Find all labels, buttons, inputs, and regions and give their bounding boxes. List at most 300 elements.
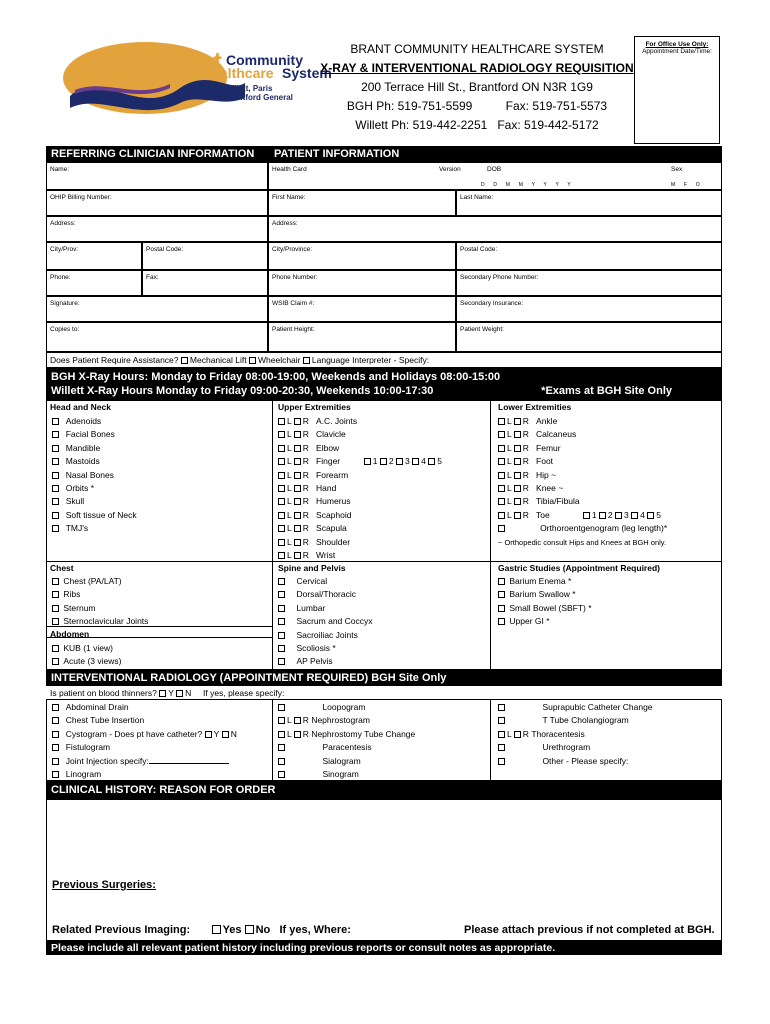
exam-row — [52, 589, 80, 599]
clinical-history-box[interactable] — [46, 799, 722, 941]
lower-item: Tibia/Fibula — [536, 496, 580, 507]
footer-band — [46, 941, 722, 955]
checkbox[interactable] — [294, 418, 301, 425]
exam-row — [52, 616, 148, 626]
ir-item: Loopogram — [322, 702, 366, 712]
ir-row — [498, 715, 629, 725]
upper-item: Scaphoid — [316, 509, 352, 520]
office-use-box[interactable] — [634, 36, 720, 144]
exam-row — [52, 510, 137, 520]
prev-imaging-where: If yes, Where: — [279, 924, 351, 936]
exam-region — [46, 400, 722, 670]
exam-row — [278, 483, 336, 493]
exam-row — [498, 603, 592, 613]
signature-field[interactable] — [46, 296, 268, 322]
lower-item: Hip ~ — [536, 469, 557, 480]
finger-number: 2 — [388, 456, 394, 467]
checkbox[interactable] — [52, 744, 59, 751]
head-neck-item: Orbits * — [65, 483, 95, 493]
checkbox[interactable] — [498, 704, 505, 711]
secondary-phone-field[interactable] — [456, 270, 722, 296]
l-label: L — [507, 456, 512, 467]
checkbox[interactable] — [631, 512, 638, 519]
health-card-field[interactable] — [268, 162, 722, 190]
checkbox[interactable] — [52, 658, 59, 665]
exam-row — [498, 510, 661, 520]
head-neck-item: Facial Bones — [65, 429, 115, 440]
r-label: R — [302, 483, 309, 493]
spine-item: AP Pelvis — [296, 656, 333, 667]
ir-item: Cystogram - Does pt have catheter? — [65, 728, 203, 739]
weight-field[interactable] — [456, 322, 722, 352]
l-label: L — [287, 509, 292, 520]
upper-item: Scapula — [316, 523, 347, 534]
toe-number: 1 — [591, 509, 597, 520]
ir-title: INTERVENTIONAL RADIOLOGY (APPOINTMENT REQUIRED) BGH Site Only — [51, 672, 447, 684]
checkbox[interactable] — [498, 731, 505, 738]
assist-mechanical-lift: Mechanical Lift — [189, 355, 247, 365]
blood-thinners-row — [50, 688, 284, 698]
abdomen-item: Acute (3 views) — [63, 656, 122, 667]
checkbox[interactable] — [294, 472, 301, 479]
checkbox[interactable] — [498, 717, 505, 724]
checkbox[interactable] — [278, 472, 285, 479]
checkbox[interactable] — [514, 498, 521, 505]
exam-row — [498, 429, 576, 439]
head-neck-item: Mastoids — [65, 456, 100, 467]
city-label: City/Prov: — [50, 246, 79, 253]
address-field[interactable] — [46, 216, 268, 242]
r-label: R — [302, 442, 309, 453]
checkbox[interactable] — [52, 485, 59, 492]
l-label: L — [287, 550, 292, 560]
checkbox[interactable] — [294, 525, 301, 532]
checkbox[interactable] — [303, 357, 310, 364]
checkbox[interactable] — [498, 485, 505, 492]
checkbox[interactable] — [514, 418, 521, 425]
finger-number: 5 — [437, 456, 442, 467]
checkbox[interactable] — [52, 618, 59, 625]
hours-band — [46, 368, 722, 400]
checkbox[interactable] — [294, 552, 301, 559]
l-label: L — [287, 456, 292, 467]
r-label: R — [522, 483, 529, 493]
form-title: X-RAY & INTERVENTIONAL RADIOLOGY REQUISITION — [320, 61, 634, 75]
address-label: Address: — [50, 220, 76, 227]
checkbox[interactable] — [380, 458, 387, 465]
lower-item: Toe — [536, 509, 550, 520]
gastric-title: Gastric Studies (Appointment Required) — [498, 563, 660, 573]
ir-item: Nephrostomy Tube Change — [311, 728, 416, 739]
patient-postal-field[interactable] — [456, 242, 722, 270]
referring-header: REFERRING CLINICIAN INFORMATION — [51, 148, 255, 160]
checkbox[interactable] — [498, 418, 505, 425]
bgh-only-note: *Exams at BGH Site Only — [541, 385, 672, 397]
r-label: R — [302, 469, 309, 480]
postal-label: Postal Code: — [146, 246, 184, 253]
checkbox[interactable] — [52, 645, 59, 652]
exam-row — [498, 523, 667, 533]
r-label: R — [302, 715, 309, 726]
checkbox[interactable] — [364, 458, 371, 465]
gastric-item: Upper GI * — [509, 616, 550, 627]
head-neck-item: Nasal Bones — [65, 469, 114, 480]
first-name-label: First Name: — [272, 194, 306, 201]
chest-title: Chest — [50, 563, 74, 573]
lower-item: Knee ~ — [536, 483, 564, 493]
org-name: BRANT COMMUNITY HEALTHCARE SYSTEM — [350, 42, 604, 56]
checkbox[interactable] — [278, 771, 285, 778]
exam-row — [52, 470, 114, 480]
ir-row — [278, 702, 365, 712]
r-label: R — [302, 509, 309, 520]
exam-row — [52, 443, 100, 453]
r-label: R — [302, 416, 309, 426]
signature-label: Signature: — [50, 300, 80, 307]
checkbox[interactable] — [498, 591, 505, 598]
checkbox[interactable] — [498, 445, 505, 452]
r-label: R — [302, 728, 309, 739]
last-name-label: Last Name: — [460, 194, 494, 201]
insurance-field[interactable] — [456, 296, 722, 322]
exam-row — [52, 656, 121, 666]
checkbox[interactable] — [52, 445, 59, 452]
checkbox[interactable] — [514, 458, 521, 465]
checkbox[interactable] — [249, 357, 256, 364]
exam-row — [498, 589, 576, 599]
ir-row — [278, 715, 370, 725]
city-field[interactable] — [46, 242, 142, 270]
exam-row — [498, 443, 561, 453]
checkbox[interactable] — [514, 445, 521, 452]
phone-label: Phone: — [50, 274, 71, 281]
checkbox[interactable] — [278, 632, 285, 639]
checkbox[interactable] — [205, 731, 212, 738]
checkbox[interactable] — [412, 458, 419, 465]
checkbox[interactable] — [278, 445, 285, 452]
checkbox[interactable] — [52, 525, 59, 532]
exam-row — [52, 483, 94, 493]
checkbox[interactable] — [52, 717, 59, 724]
checkbox[interactable] — [52, 472, 59, 479]
checkbox[interactable] — [294, 498, 301, 505]
l-label: L — [287, 416, 292, 426]
spine-item: Lumbar — [296, 602, 326, 613]
ir-item: Nephrostogram — [311, 715, 370, 726]
name-label: Name: — [50, 166, 70, 173]
checkbox[interactable] — [498, 458, 505, 465]
checkbox[interactable] — [52, 731, 59, 738]
copies-field[interactable] — [46, 322, 268, 352]
bgh-hours: BGH X-Ray Hours: Monday to Friday 08:00-19:00, Weekends and Holidays 08:00-15:00 — [51, 371, 501, 383]
fax-field[interactable] — [142, 270, 268, 296]
wsib-label: WSIB Claim #: — [272, 300, 315, 307]
dob-letters: D D M M Y Y Y Y — [481, 182, 573, 188]
ir-band — [46, 670, 722, 686]
previous-imaging-row — [52, 924, 351, 936]
checkbox[interactable] — [52, 578, 59, 585]
spine-title: Spine and Pelvis — [278, 563, 346, 573]
checkbox[interactable] — [514, 731, 521, 738]
ir-row — [278, 729, 415, 739]
checkbox[interactable] — [278, 431, 285, 438]
ir-row — [52, 702, 129, 712]
checkbox[interactable] — [647, 512, 654, 519]
checkbox[interactable] — [278, 658, 285, 665]
checkbox[interactable] — [514, 431, 521, 438]
finger-number: 3 — [404, 456, 410, 467]
ir-item: Thoracentesis — [531, 728, 585, 739]
r-label: R — [522, 469, 529, 480]
bgh-phone: BGH Ph: 519-751-5599 Fax: 519-751-5573 — [346, 99, 608, 113]
ir-item: Abdominal Drain — [65, 702, 129, 712]
r-label: R — [302, 523, 309, 534]
checkbox[interactable] — [245, 925, 254, 934]
exam-row — [498, 616, 550, 626]
ir-row — [52, 756, 229, 766]
l-label: L — [507, 496, 512, 507]
ir-row — [498, 756, 628, 766]
ir-item: T Tube Cholangiogram — [542, 715, 629, 726]
l-label: L — [287, 442, 292, 453]
postal-field[interactable] — [142, 242, 268, 270]
checkbox[interactable] — [294, 458, 301, 465]
logo-community: Community — [226, 52, 303, 68]
exam-row — [278, 510, 351, 520]
checkbox[interactable] — [278, 704, 285, 711]
checkbox[interactable] — [278, 717, 285, 724]
checkbox[interactable] — [428, 458, 435, 465]
checkbox[interactable] — [278, 458, 285, 465]
checkbox[interactable] — [294, 485, 301, 492]
checkbox[interactable] — [599, 512, 606, 519]
upper-item: Clavicle — [316, 429, 346, 440]
height-label: Patient Height: — [272, 326, 315, 333]
exam-row — [52, 429, 115, 439]
ir-row — [52, 742, 110, 752]
checkbox[interactable] — [278, 591, 285, 598]
checkbox[interactable] — [294, 717, 301, 724]
checkbox[interactable] — [498, 431, 505, 438]
r-label: R — [522, 496, 529, 507]
chest-item: Chest (PA/LAT) — [63, 576, 122, 586]
exam-row — [278, 470, 348, 480]
checkbox[interactable] — [278, 744, 285, 751]
checkbox[interactable] — [498, 744, 505, 751]
sex-label: Sex — [671, 166, 683, 173]
l-label: L — [287, 429, 292, 440]
exam-row — [52, 643, 113, 653]
exam-row — [52, 416, 101, 426]
checkbox[interactable] — [294, 512, 301, 519]
checkbox[interactable] — [278, 552, 285, 559]
checkbox[interactable] — [278, 498, 285, 505]
prev-imaging-yes: Yes — [222, 924, 242, 936]
exam-row — [278, 523, 347, 533]
height-field[interactable] — [268, 322, 456, 352]
checkbox[interactable] — [498, 472, 505, 479]
checkbox[interactable] — [181, 357, 188, 364]
gastric-item: Barium Enema * — [509, 576, 572, 586]
office-title: For Office Use Only: — [645, 41, 709, 48]
exam-row — [52, 496, 84, 506]
r-label: R — [522, 416, 529, 426]
checkbox[interactable] — [52, 591, 59, 598]
checkbox[interactable] — [294, 731, 301, 738]
checkbox[interactable] — [278, 525, 285, 532]
checkbox[interactable] — [294, 431, 301, 438]
checkbox[interactable] — [278, 512, 285, 519]
ohip-field[interactable] — [46, 190, 268, 216]
patient-address-label: Address: — [272, 220, 298, 227]
l-label: L — [287, 728, 292, 739]
r-label: R — [302, 456, 309, 467]
copies-label: Copies to: — [50, 326, 80, 333]
last-name-field[interactable] — [456, 190, 722, 216]
checkbox[interactable] — [278, 539, 285, 546]
upper-item: Hand — [316, 483, 337, 493]
insurance-label: Secondary Insurance: — [460, 300, 524, 307]
checkbox[interactable] — [498, 578, 505, 585]
name-field[interactable] — [46, 162, 268, 190]
exam-row — [278, 443, 339, 453]
upper-item: Humerus — [316, 496, 351, 507]
logo-sub2: The Brantford General — [208, 93, 293, 102]
checkbox[interactable] — [514, 512, 521, 519]
assistance-row — [46, 352, 722, 368]
logo-system: System — [282, 65, 332, 81]
l-label: L — [287, 496, 292, 507]
exam-row — [278, 576, 327, 586]
ortho-note: ~ Orthopedic consult Hips and Knees at BGH only. — [498, 538, 667, 547]
patient-city-field[interactable] — [268, 242, 456, 270]
head-neck-title: Head and Neck — [50, 402, 111, 412]
ir-row — [498, 729, 585, 739]
head-neck-item: Mandible — [65, 442, 101, 453]
checkbox[interactable] — [278, 618, 285, 625]
ir-item: Fistulogram — [65, 742, 111, 753]
checkbox[interactable] — [294, 445, 301, 452]
first-name-field[interactable] — [268, 190, 456, 216]
upper-item: Forearm — [316, 469, 349, 480]
exam-row — [498, 483, 563, 493]
health-card-label: Health Card — [272, 166, 307, 173]
l-label: L — [507, 469, 512, 480]
exam-row — [498, 576, 571, 586]
lower-title: Lower Extremities — [498, 402, 572, 412]
checkbox[interactable] — [498, 758, 505, 765]
checkbox[interactable] — [52, 498, 59, 505]
ohip-label: OHIP Billing Number: — [50, 194, 112, 201]
ir-item: Linogram — [65, 769, 102, 779]
checkbox[interactable] — [52, 458, 59, 465]
chest-item: Sternoclavicular Joints — [63, 616, 149, 627]
prev-imaging-no: No — [255, 924, 271, 936]
r-label: R — [302, 496, 309, 507]
spine-item: Sacrum and Coccyx — [296, 616, 373, 627]
checkbox[interactable] — [615, 512, 622, 519]
checkbox[interactable] — [514, 472, 521, 479]
assist-interpreter: Language Interpreter - Specify: — [311, 355, 430, 365]
checkbox[interactable] — [498, 498, 505, 505]
checkbox[interactable] — [396, 458, 403, 465]
checkbox[interactable] — [159, 690, 166, 697]
ir-row — [498, 702, 653, 712]
exam-row — [278, 603, 325, 613]
spine-item: Sacroiliac Joints — [296, 629, 358, 640]
checkbox[interactable] — [278, 758, 285, 765]
wsib-field[interactable] — [268, 296, 456, 322]
patient-address-field[interactable] — [268, 216, 722, 242]
checkbox[interactable] — [52, 704, 59, 711]
head-neck-item: Skull — [65, 496, 85, 507]
checkbox[interactable] — [212, 925, 221, 934]
checkbox[interactable] — [222, 731, 229, 738]
fax-label: Fax: — [146, 274, 159, 281]
upper-item: Wrist — [316, 550, 336, 560]
exam-row — [52, 603, 96, 613]
section-bar — [46, 146, 722, 162]
patient-phone-field[interactable] — [268, 270, 456, 296]
phone-field[interactable] — [46, 270, 142, 296]
form-grid — [46, 146, 722, 1006]
checkbox[interactable] — [498, 605, 505, 612]
checkbox[interactable] — [52, 771, 59, 778]
l-label: L — [507, 442, 512, 453]
exam-row — [278, 630, 358, 640]
lower-item: Ankle — [536, 416, 558, 426]
checkbox[interactable] — [294, 539, 301, 546]
checkbox[interactable] — [498, 618, 505, 625]
weight-label: Patient Weight: — [460, 326, 504, 333]
ir-item: Sinogram — [322, 769, 359, 779]
l-label: L — [507, 509, 512, 520]
checkbox[interactable] — [52, 605, 59, 612]
checkbox[interactable] — [498, 512, 505, 519]
checkbox[interactable] — [52, 758, 59, 765]
checkbox[interactable] — [278, 485, 285, 492]
header — [318, 40, 636, 135]
r-label: R — [302, 429, 309, 440]
checkbox[interactable] — [583, 512, 590, 519]
checkbox[interactable] — [52, 512, 59, 519]
patient-phone-label: Phone Number: — [272, 274, 318, 281]
checkbox[interactable] — [52, 431, 59, 438]
r-label: R — [522, 728, 529, 739]
checkbox[interactable] — [176, 690, 183, 697]
checkbox[interactable] — [278, 578, 285, 585]
checkbox[interactable] — [498, 525, 505, 532]
checkbox[interactable] — [278, 418, 285, 425]
logo-brant: Brant — [158, 46, 221, 76]
r-label: R — [522, 509, 529, 520]
checkbox[interactable] — [52, 418, 59, 425]
ir-row — [52, 769, 101, 779]
ir-item: Urethrogram — [542, 742, 591, 753]
checkbox[interactable] — [514, 485, 521, 492]
exam-row — [498, 456, 553, 466]
l-label: L — [287, 523, 292, 534]
checkbox[interactable] — [278, 645, 285, 652]
clinical-band — [46, 781, 722, 799]
lower-item: Calcaneus — [536, 429, 577, 440]
checkbox[interactable] — [278, 605, 285, 612]
upper-item: Shoulder — [316, 536, 351, 547]
checkbox[interactable] — [278, 731, 285, 738]
logo-sub1: The Willett, Paris — [208, 84, 273, 93]
l-label: L — [507, 483, 512, 493]
thinners-specify: If yes, please specify: — [203, 688, 285, 698]
